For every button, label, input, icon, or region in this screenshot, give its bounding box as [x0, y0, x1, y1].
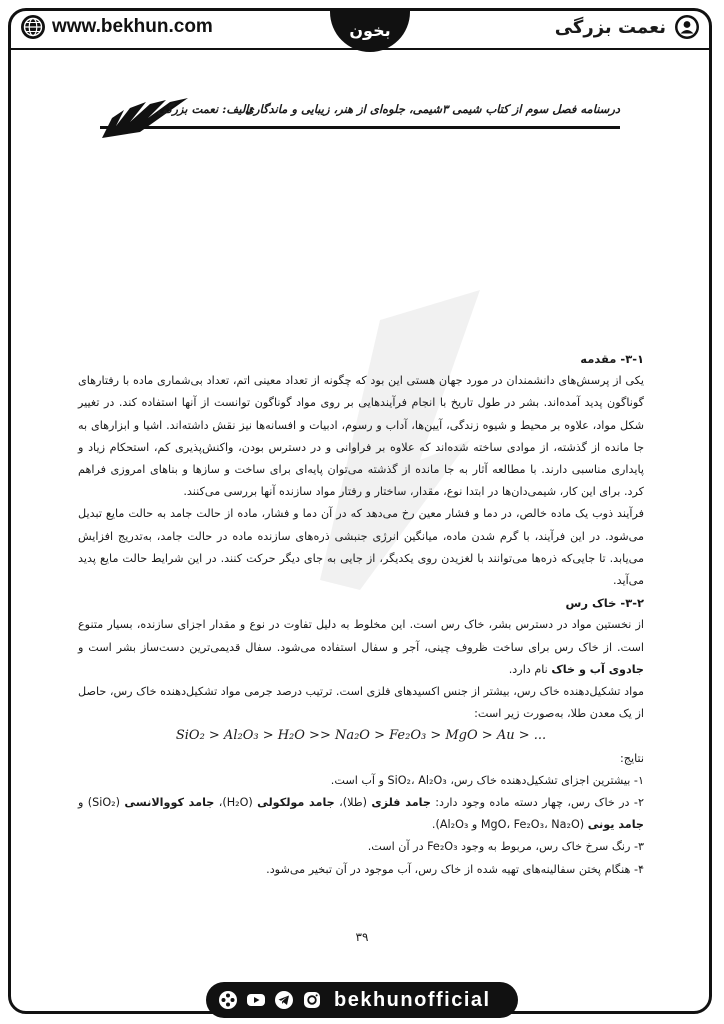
- oxide-order-formula: SiO₂ > Al₂O₃ > H₂O >> Na₂O > Fe₂O₃ > MgO > Au > ...: [175, 728, 547, 744]
- globe-icon: [20, 14, 46, 40]
- text-run: (طلا)،: [334, 796, 372, 810]
- main-content: [78, 348, 644, 881]
- text-run: از نخستین مواد در دسترس بشر، خاک رس است. این مخلوط به دلیل تفاوت در نوع و مقدار اجزای سازنده، بسیار متنوع است. از خاک رس برای ساخت ظروف چینی، آجر و سفال استفاده می‌شود. سفال قدیمی‌ترین دست‌ساز بشر است و: [78, 618, 644, 654]
- results-label: نتایج:: [619, 751, 644, 765]
- text-run: ۲- در خاک رس، چهار دسته ماده وجود دارد:: [430, 796, 644, 810]
- text-run: نام دارد.: [508, 662, 552, 676]
- user-icon: [674, 14, 700, 40]
- instagram-icon[interactable]: [302, 990, 322, 1010]
- result-item: [78, 792, 644, 836]
- telegram-icon[interactable]: [274, 990, 294, 1010]
- section-title-intro: ۳-۱- مقدمه: [580, 352, 644, 366]
- social-footer: [206, 982, 518, 1018]
- author-name: نعمت بزرگی: [554, 16, 666, 38]
- website-link[interactable]: [20, 14, 213, 40]
- result-item: ۳- رنگ سرخ خاک رس، مربوط به وجود Fe₂O₃ در آن است.: [367, 840, 644, 854]
- text-run: (MgO، Fe₂O₃، Na₂O و Al₂O₃).: [431, 818, 588, 832]
- bold-term: جادوی آب و خاک: [551, 662, 644, 676]
- paragraph: یکی از پرسش‌های دانشمندان در مورد جهان هستی این بود که چگونه از تعداد معینی اتم، تعداد بی‌شماری ماده با رفتارهای گوناگون پدید آمده‌اند. بشر در طول تاریخ با انجام فرآیندهایی بر روی مواد گوناگون توانست از آنها استفاده کند. در تغییر شکل مواد، علاوه بر محیط و شیوه زندگی، آیین‌ها، آداب و رسوم، ادبیات و افسانه‌ها نیز نقش داشته‌اند. اشیا و ابزارهای به جا مانده از گذشته، از موادی ساخته شده‌اند که علاوه بر فراوانی و در دسترس بودن، واکنش‌پذیری کم، استحکام زیاد و پایداری مناسبی دارند. با مطالعه آثار به جا مانده از گذشته می‌توان پایه‌ای برای ساخت و سازها و بناهای امروزی فراهم کرد. برای این کار، شیمی‌دان‌ها در ابتدا نوع، مقدار، ساختار و رفتار مواد سازنده آنها بررسی می‌کنند.: [78, 374, 644, 499]
- page-number: ۳۹: [355, 930, 369, 944]
- paragraph: فرآیند ذوب یک ماده خالص، در دما و فشار معین رخ می‌دهد که در آن دما و فشار، ماده از حالت جامد به حالت مایع تبدیل می‌شود. در این فرآیند، با گرم شدن ماده، میانگین انرژی جنبشی ذره‌های سازنده ماده در حالت جامد، به‌تدریج افزایش می‌یابد. تا جایی‌که ذره‌ها می‌توانند با لغزیدن روی یکدیگر، از جایی به جای دیگر حرکت کنند. در این شرایط حالت مایع پدید می‌آید.: [78, 507, 644, 588]
- bold-term: جامد کووالانسی: [124, 796, 215, 810]
- header-divider: [100, 126, 620, 129]
- result-item: ۴- هنگام پختن سفالینه‌های تهیه شده از خاک رس، آب موجود در آن تبخیر می‌شود.: [266, 862, 644, 876]
- social-handle[interactable]: bekhunofficial: [334, 988, 491, 1011]
- header-author: تالیف: نعمت بزرگی: [157, 102, 252, 116]
- paragraph: مواد تشکیل‌دهنده خاک رس، بیشتر از جنس اکسیدهای فلزی است. ترتیب درصد جرمی مواد تشکیل‌دهنده خاک رس، حاصل از یک معدن طلا، به‌صورت زیر است:: [78, 685, 644, 721]
- top-bar: [8, 8, 712, 48]
- logo: [330, 8, 410, 52]
- lesson-header: [100, 88, 620, 140]
- website-text: www.bekhun.com: [52, 16, 213, 37]
- author-badge: [555, 14, 700, 40]
- bold-term: جامد یونی: [587, 818, 644, 832]
- result-item: ۱- بیشترین اجزای تشکیل‌دهنده خاک رس، SiO₂، Al₂O₃ و آب است.: [330, 773, 644, 787]
- text-run: (SiO₂) و: [78, 796, 125, 810]
- bold-term: جامد مولکولی: [257, 796, 335, 810]
- logo-text: بخون: [349, 20, 391, 40]
- chapter-title: شیمی، جلوه‌ای از هنر، زیبایی و ماندگاری: [245, 102, 442, 116]
- lesson-label: درسنامه فصل سوم از کتاب شیمی ۳: [441, 102, 620, 116]
- youtube-icon[interactable]: [246, 990, 266, 1010]
- top-divider: [8, 48, 712, 50]
- film-icon[interactable]: [218, 990, 238, 1010]
- paragraph: [78, 614, 644, 681]
- text-run: (H₂O)،: [214, 796, 258, 810]
- section-title-clay: ۳-۲- خاک رس: [565, 596, 644, 611]
- bold-term: جامد فلزی: [371, 796, 431, 810]
